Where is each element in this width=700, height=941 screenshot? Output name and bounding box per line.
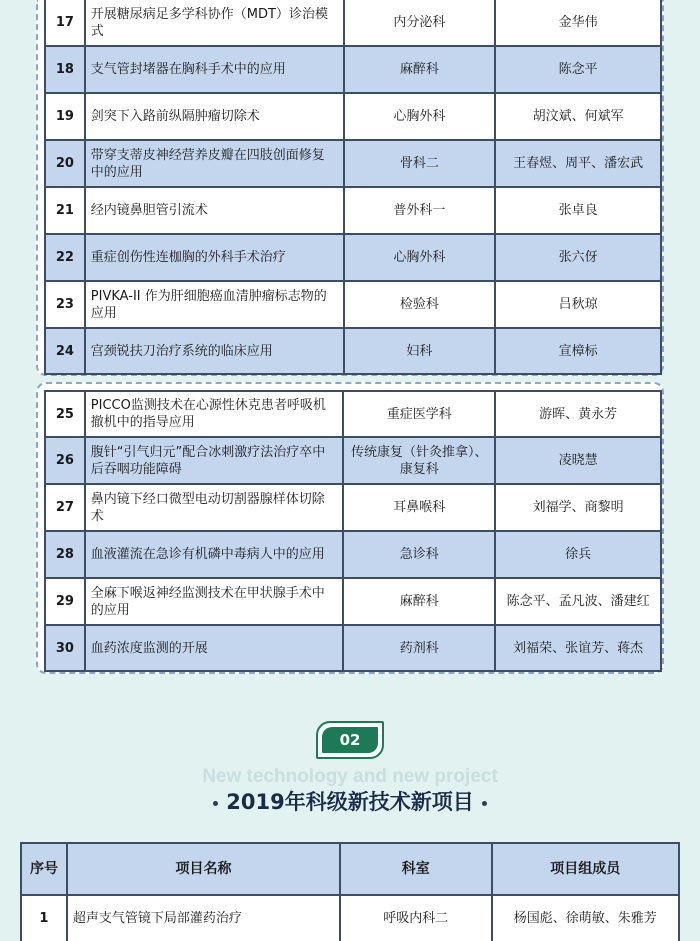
row-number: 26 (45, 437, 85, 484)
members: 杨国彪、徐萌敏、朱雅芳 (492, 895, 679, 941)
project-name: 超声支气管镜下局部灌药治疗 (67, 895, 340, 941)
table-card-part2 (36, 382, 664, 674)
members: 游晖、黄永芳 (495, 391, 661, 437)
members: 陈念平 (495, 46, 661, 93)
section-title-wrap (0, 786, 700, 816)
table-row (45, 46, 661, 93)
project-name: PICCO监测技术在心源性休克患者呼吸机撤机中的指导应用 (85, 391, 343, 437)
department: 内分泌科 (344, 0, 496, 46)
table-header-row (21, 843, 679, 895)
project-table-part1 (44, 0, 662, 375)
department: 检验科 (344, 281, 496, 328)
table-card-part1 (36, 0, 664, 376)
row-number: 21 (45, 187, 85, 234)
row-number: 23 (45, 281, 85, 328)
row-number: 29 (45, 578, 85, 625)
table-row (45, 93, 661, 140)
project-name: 重症创伤性连枷胸的外科手术治疗 (85, 234, 344, 281)
project-name: 鼻内镜下经口微型电动切割器腺样体切除术 (85, 484, 343, 531)
table-row (45, 140, 661, 187)
table-row (45, 437, 661, 484)
row-number: 19 (45, 93, 85, 140)
project-table-2019 (20, 842, 680, 941)
department: 心胸外科 (344, 234, 496, 281)
section-number-badge (316, 721, 384, 759)
project-name: 经内镜鼻胆管引流术 (85, 187, 344, 234)
department: 麻醉科 (343, 578, 495, 625)
department: 妇科 (344, 328, 496, 374)
row-number: 20 (45, 140, 85, 187)
table-row (45, 578, 661, 625)
table-row (45, 281, 661, 328)
row-number: 25 (45, 391, 85, 437)
header-department: 科室 (340, 843, 492, 895)
members: 张卓良 (495, 187, 661, 234)
department: 普外科一 (344, 187, 496, 234)
members: 陈念平、孟凡波、潘建红 (495, 578, 661, 625)
row-number: 1 (21, 895, 67, 941)
members: 胡汶斌、何斌军 (495, 93, 661, 140)
header-number: 序号 (21, 843, 67, 895)
project-name: 开展糖尿病足多学科协作（MDT）诊治模式 (85, 0, 344, 46)
members: 王春煜、周平、潘宏武 (495, 140, 661, 187)
table-row (45, 484, 661, 531)
table-row (45, 234, 661, 281)
table-card-2019 (20, 842, 680, 941)
table-row (21, 895, 679, 941)
project-name: 血药浓度监测的开展 (85, 625, 343, 671)
table-row (45, 187, 661, 234)
table-row (45, 531, 661, 578)
row-number: 30 (45, 625, 85, 671)
department: 耳鼻喉科 (343, 484, 495, 531)
members: 刘福学、商黎明 (495, 484, 661, 531)
table-row (45, 391, 661, 437)
project-name: 剑突下入路前纵隔肿瘤切除术 (85, 93, 344, 140)
department: 呼吸内科二 (340, 895, 492, 941)
department: 麻醉科 (344, 46, 496, 93)
department: 骨科二 (344, 140, 496, 187)
department: 药剂科 (343, 625, 495, 671)
project-name: 宫颈锐扶刀治疗系统的临床应用 (85, 328, 344, 374)
project-name: 带穿支蒂皮神经营养皮瓣在四肢创面修复中的应用 (85, 140, 344, 187)
members: 吕秋琼 (495, 281, 661, 328)
decor-dot-left (213, 801, 218, 806)
row-number: 28 (45, 531, 85, 578)
members: 刘福荣、张谊芳、蒋杰 (495, 625, 661, 671)
members: 凌晓慧 (495, 437, 661, 484)
department: 传统康复（针灸推拿）、康复科 (343, 437, 495, 484)
project-name: 血液灌流在急诊有机磷中毒病人中的应用 (85, 531, 343, 578)
department: 急诊科 (343, 531, 495, 578)
department: 心胸外科 (344, 93, 496, 140)
table-row (45, 625, 661, 671)
table-row (45, 0, 661, 46)
section-number: 02 (322, 727, 378, 753)
project-name: 腹针“引气归元”配合冰刺激疗法治疗卒中后吞咽功能障碍 (85, 437, 343, 484)
project-name: 全麻下喉返神经监测技术在甲状腺手术中的应用 (85, 578, 343, 625)
project-table-part2 (44, 390, 662, 672)
row-number: 22 (45, 234, 85, 281)
section-title: 2019年科级新技术新项目 (226, 790, 474, 814)
header-project-name: 项目名称 (67, 843, 340, 895)
project-name: 支气管封堵器在胸科手术中的应用 (85, 46, 344, 93)
row-number: 17 (45, 0, 85, 46)
project-name: PIVKA-II 作为肝细胞癌血清肿瘤标志物的应用 (85, 281, 344, 328)
decor-dot-right (482, 801, 487, 806)
department: 重症医学科 (343, 391, 495, 437)
row-number: 27 (45, 484, 85, 531)
members: 金华伟 (495, 0, 661, 46)
row-number: 24 (45, 328, 85, 374)
members: 张六伢 (495, 234, 661, 281)
members: 徐兵 (495, 531, 661, 578)
table-row (45, 328, 661, 374)
row-number: 18 (45, 46, 85, 93)
header-members: 项目组成员 (492, 843, 679, 895)
section-subtitle: New technology and new project (202, 766, 498, 787)
members: 宣樟标 (495, 328, 661, 374)
